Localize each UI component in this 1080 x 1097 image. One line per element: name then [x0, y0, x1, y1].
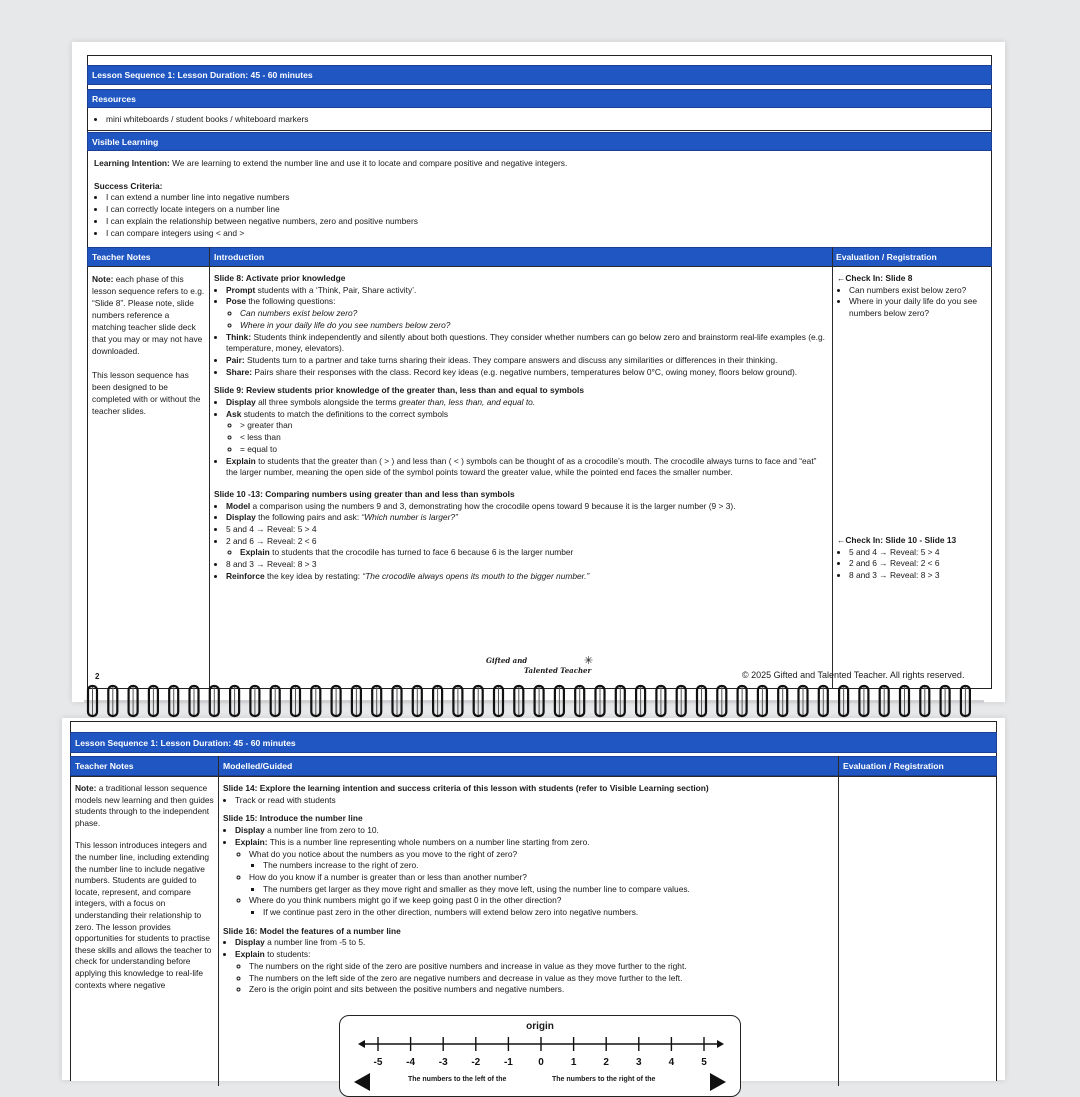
column-headers	[70, 756, 997, 776]
right-caption: The numbers to the right of the	[552, 1076, 656, 1083]
spiral-binding	[84, 684, 984, 720]
number-line-tick-label: 4	[668, 1057, 675, 1068]
lesson-page-3	[62, 718, 1005, 1083]
lesson-page-2	[72, 42, 1005, 702]
brand-logo-line2: Talented Teacher	[524, 666, 592, 675]
evaluation-cell-2: ←Check In: Slide 10 - Slide 13 • 5 and 4 → Reveal: 5 > 4 • 2 and 6 → Reveal: 2 < 6 • 8 and 3 → Reveal: 8 > 3	[833, 532, 991, 585]
success-criteria-item: • I can explain the relationship between negative numbers, zero and positive numbers	[106, 216, 976, 228]
col-evaluation: Evaluation / Registration	[836, 252, 937, 262]
lesson-table-frame	[87, 55, 992, 689]
resources-cell	[90, 111, 980, 129]
column-headers	[87, 247, 992, 267]
learning-intention: Learning Intention: We are learning to extend the number line and use it to locate and compare positive and negative integers.	[94, 158, 568, 168]
divider	[71, 776, 996, 777]
slide-10-title: Slide 10 -13: Comparing numbers using greater than and less than symbols	[214, 488, 515, 499]
lesson-duration-header: Lesson Sequence 1: Lesson Duration: 45 - 60 minutes	[87, 65, 992, 85]
modelled-guided-cell: Slide 14: Explore the learning intention and success criteria of this lesson with students (refer to Visible Learning section) • Track or read with students Slide 15: Introduce the number line • Display a number line from zero to 10. • Explain: This is a number line representing whole numbers on a number line starting from zero. ◦ What do you notice about the numbers as you move to the right of zero? ▪ The numbers increase to the right of zero. ◦ How do you know if a number is greater than or less than another number? ▪ The numbers get larger as they move right and smaller as they move left, using the number line to compare values. ◦ Where do you think numbers might go if we keep going past 0 in the other direction? ▪ If we continue past zero in the other direction, numbers will extend below zero into negative numbers. Slide 16: Model the features of a number line • Display a number line from -5 to 5. • Explain to students: ◦ The numbers on the right side of the zero are positive numbers and increase in value as they move further to the right. ◦ The numbers on the left side of the zero are negative numbers and decrease in value as they move further to the left. ◦ Zero is the origin point and sits between the positive numbers and negative numbers.	[219, 780, 837, 999]
page-number: 2	[95, 672, 100, 681]
divider	[88, 266, 991, 267]
number-line-tick-label: -3	[438, 1057, 448, 1068]
resources-item: • mini whiteboards / student books / whiteboard markers	[106, 114, 976, 126]
lesson-duration-header: Lesson Sequence 1: Lesson Duration: 45 - 60 minutes	[70, 732, 997, 753]
left-caption: The numbers to the left of the	[408, 1076, 507, 1083]
col-introduction: Introduction	[214, 252, 265, 262]
right-arrow-icon	[717, 1040, 724, 1048]
origin-label: origin	[526, 1021, 554, 1032]
col-teacher-notes: Teacher Notes	[92, 252, 151, 262]
number-line-tick-label: 0	[538, 1057, 544, 1068]
column-divider	[838, 756, 839, 1086]
evaluation-cell: ←Check In: Slide 8 • Can numbers exist below zero? • Where in your daily life do you see numbers below zero?	[833, 270, 991, 323]
right-big-arrow-icon	[710, 1073, 726, 1091]
lesson-table-frame	[70, 721, 997, 1081]
check-in-slide-8: ←Check In: Slide 8	[837, 273, 913, 283]
star-icon: ✳	[584, 655, 594, 667]
slide-16-title: Slide 16: Model the features of a number line	[223, 925, 401, 936]
success-criteria-list	[94, 192, 976, 239]
number-line-tick-label: 5	[701, 1057, 707, 1068]
resources-header: Resources	[87, 89, 992, 108]
number-line-tick-label: -4	[406, 1057, 416, 1068]
number-line-tick-label: 3	[636, 1057, 642, 1068]
visible-learning-header: Visible Learning	[87, 132, 992, 151]
number-line	[340, 1016, 740, 1096]
success-criteria-item: • I can extend a number line into negative numbers	[106, 192, 976, 204]
slide-9-title: Slide 9: Review students prior knowledge of the greater than, less than and equal to symbols	[214, 385, 584, 396]
number-line-tick-label: -2	[471, 1057, 481, 1068]
slide-8-title: Slide 8: Activate prior knowledge	[214, 273, 346, 283]
left-arrow-icon	[358, 1040, 365, 1048]
number-line-tick-label: 1	[570, 1057, 577, 1068]
col-modelled-guided: Modelled/Guided	[223, 761, 293, 771]
introduction-cell: Slide 8: Activate prior knowledge • Prompt students with a ‘Think, Pair, Share activity’. • Pose the following questions: ◦ Can numbers exist below zero? ◦ Where in your daily life do you see numbers below zero? • Think: Students think independently and silently about both questions. They consider whether numbers can go below zero and brainstorm real-life examples (e.g. temperature, money, elevators). • Pair: Students turn to a partner and take turns sharing their ideas. They compare answers and discuss any similarities or differences in their thinking. • Share: Pairs share their responses with the class. Record key ideas (e.g. negative numbers, temperatures below 0°C, owing money, floors below ground). Slide 9: Review students prior knowledge of the greater than, less than and equal to symbols • Display all three symbols alongside the terms greater than, less than, and equal to. • Ask students to match the definitions to the correct symbols ◦ > greater than ◦ < less than ◦ = equal to • Explain to students that the greater than ( > ) and less than ( < ) symbols can be thought of as a crocodile’s mouth. The crocodile always turns to face and “eat” the larger number, meaning the open side of the symbol points toward the greater value, while the pointed end faces the smaller number. Slide 10 -13: Comparing numbers using greater than and less than symbols • Model a comparison using the numbers 9 and 3, demonstrating how the crocodile opens toward 9 because it is the larger number (9 > 3). • Display the following pairs and ask: “Which number is larger?” • 5 and 4 → Reveal: 5 > 4 • 2 and 6 → Reveal: 2 < 6 ◦ Explain to students that the crocodile has turned to face 6 because 6 is the larger number • 8 and 3 → Reveal: 8 > 3 • Reinforce the key idea by restating: “The crocodile always opens its mouth to the bigger number.”	[210, 270, 830, 586]
success-criteria-label: Success Criteria:	[94, 180, 163, 191]
number-line-tick-label: -1	[503, 1057, 513, 1068]
slide-15-title: Slide 15: Introduce the number line	[223, 813, 363, 824]
success-criteria-item: • I can compare integers using < and >	[106, 228, 976, 240]
teacher-notes-cell: Note: a traditional lesson sequence models new learning and then guides students through to the independent phase. This lesson introduces integers and the number line, including extending the number line to include negative numbers. Students are guided to locate, represent, and compare integers, with a focus on understanding their relationship to zero. The lesson provides opportunities for students to practise these skills and allows the teacher to check for understanding before applying this knowledge to real-life contexts where negative	[75, 783, 214, 990]
success-criteria-item: • I can correctly locate integers on a number line	[106, 204, 976, 216]
copyright: © 2025 Gifted and Talented Teacher. All rights reserved.	[742, 670, 965, 680]
slide-14-title: Slide 14: Explore the learning intention and success criteria of this lesson with students (refer to Visible Learning section)	[223, 783, 709, 793]
col-teacher-notes: Teacher Notes	[75, 761, 134, 771]
number-line-figure	[339, 1015, 741, 1097]
teacher-notes-cell: Note: each phase of this lesson sequence refers to e.g. “Slide 8”. Please note, slide numbers reference a matching teacher slide deck that you may or may not have downloaded. This lesson sequence has been designed to be completed with or without the teacher slides.	[92, 274, 205, 416]
divider	[88, 130, 991, 131]
col-evaluation: Evaluation / Registration	[843, 761, 944, 771]
left-big-arrow-icon	[354, 1073, 370, 1091]
brand-logo-line1: Gifted and	[486, 656, 528, 665]
check-in-slide-10: ←Check In: Slide 10 - Slide 13	[837, 535, 957, 545]
visible-learning-cell	[90, 155, 980, 242]
number-line-tick-label: -5	[373, 1057, 383, 1068]
number-line-tick-label: 2	[603, 1057, 609, 1068]
